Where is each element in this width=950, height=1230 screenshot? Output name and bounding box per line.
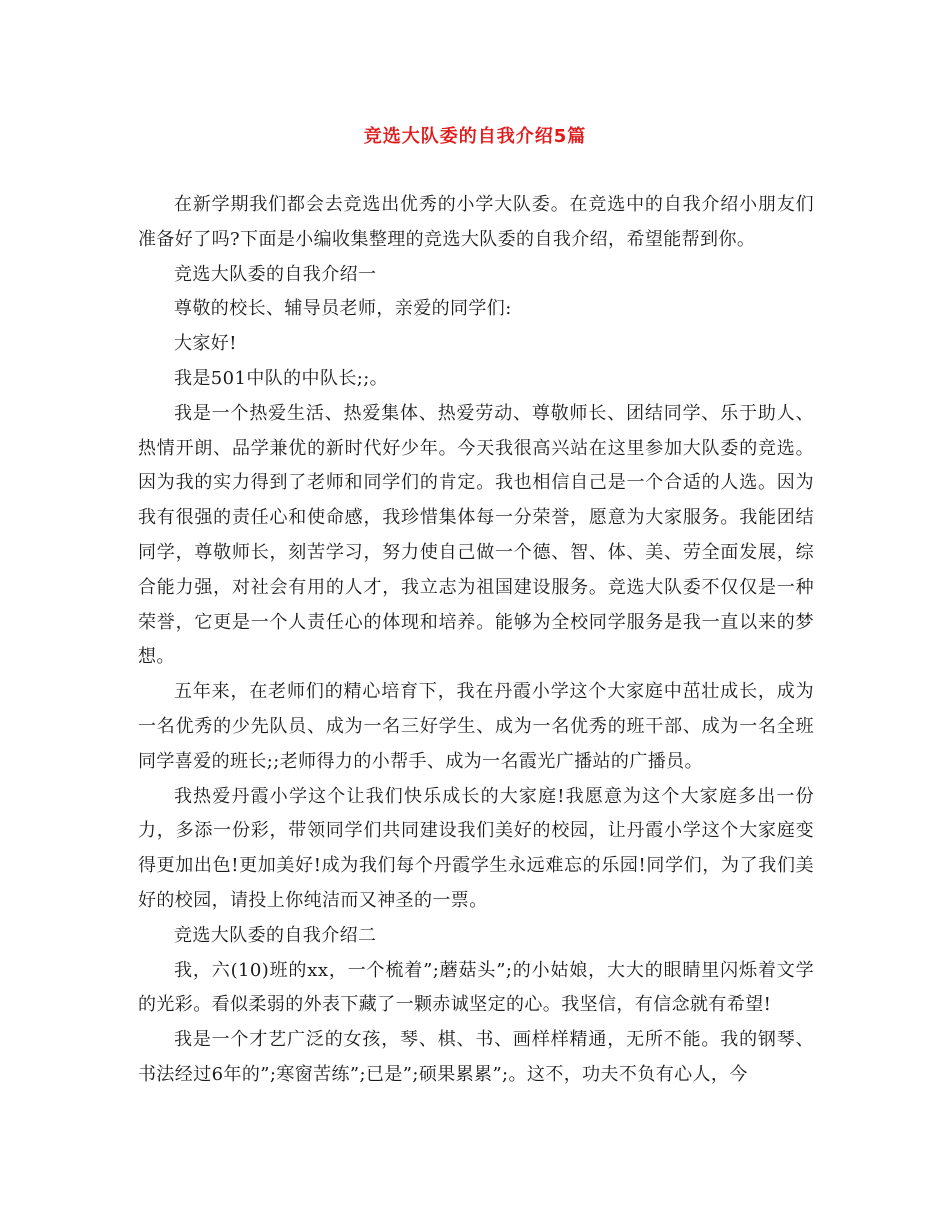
section-heading-1: 竞选大队委的自我介绍一 [174, 263, 377, 285]
section-heading-2: 竞选大队委的自我介绍二 [174, 924, 377, 946]
paragraph-greeting: 大家好! [174, 333, 237, 355]
paragraph-body-5: 我是一个才艺广泛的女孩，琴、棋、书、画样样精通，无所不能。我的钢琴、书法经过6年的”;寒窗苦练”;已是”;硕果累累”;。这不，功夫不负有心人，今 [138, 1029, 814, 1085]
paragraph-intro: 在新学期我们都会去竞选出优秀的小学大队委。在竞选中的自我介绍小朋友们准备好了吗?下面是小编收集整理的竞选大队委的自我介绍，希望能帮到你。 [138, 194, 814, 250]
paragraph-body-1: 我是一个热爱生活、热爱集体、热爱劳动、尊敬师长、团结同学、乐于助人、热情开朗、品学兼优的新时代好少年。今天我很高兴站在这里参加大队委的竞选。因为我的实力得到了老师和同学们的肯定。我也相信自己是一个合适的人选。因为我有很强的责任心和使命感，我珍惜集体每一分荣誉，愿意为大家服务。我能团结同学，尊敬师长，刻苦学习，努力使自己做一个德、智、体、美、劳全面发展，综合能力强，对社会有用的人才，我立志为祖国建设服务。竞选大队委不仅仅是一种荣誉，它更是一个人责任心的体现和培养。能够为全校同学服务是我一直以来的梦想。 [138, 402, 814, 668]
document-title: 竞选大队委的自我介绍5篇 [363, 126, 587, 147]
paragraph-body-4: 我，六(10)班的xx，一个梳着”;蘑菇头”;的小姑娘，大大的眼睛里闪烁着文学的光彩。看似柔弱的外表下藏了一颗赤诚坚定的心。我坚信，有信念就有希望! [138, 959, 814, 1016]
paragraph-salutation: 尊敬的校长、辅导员老师，亲爱的同学们: [174, 298, 512, 320]
paragraph-self-id: 我是501中队的中队长;;。 [174, 367, 389, 389]
paragraph-body-3: 我热爱丹霞小学这个让我们快乐成长的大家庭!我愿意为这个大家庭多出一份力，多添一份彩，带领同学们共同建设我们美好的校园，让丹霞小学这个大家庭变得更加出色!更加美好!成为我们每个丹霞学生永远难忘的乐园!同学们，为了我们美好的校园，请投上你纯洁而又神圣的一票。 [138, 785, 814, 911]
document-body [138, 188, 814, 1093]
paragraph-body-2: 五年来，在老师们的精心培育下，我在丹霞小学这个大家庭中茁壮成长，成为一名优秀的少先队员、成为一名三好学生、成为一名优秀的班干部、成为一名全班同学喜爱的班长;;老师得力的小帮手、成为一名霞光广播站的广播员。 [138, 681, 814, 772]
